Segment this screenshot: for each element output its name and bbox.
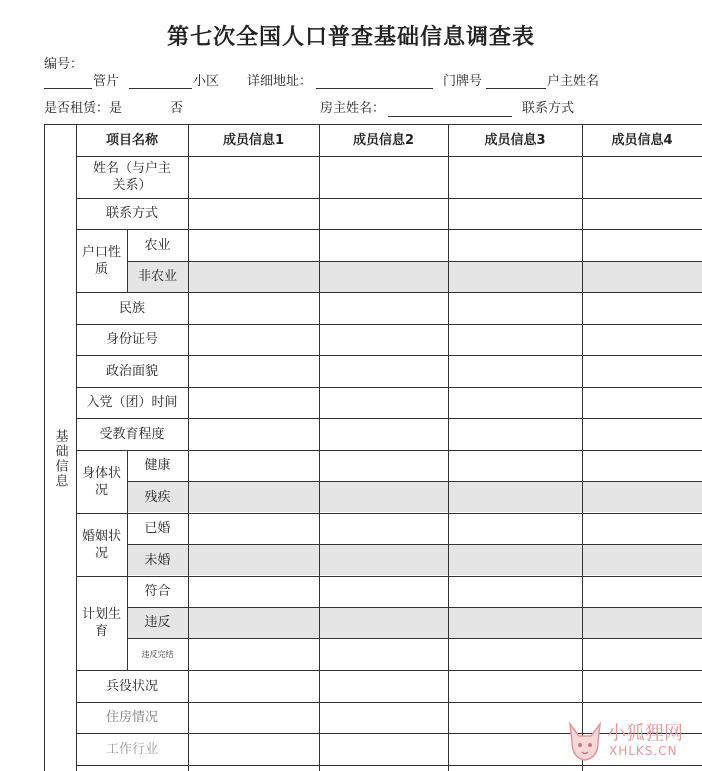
community-blank[interactable]	[129, 88, 192, 89]
row-housing: 住房情况	[105, 710, 158, 725]
door-label: 门牌号	[443, 74, 483, 89]
form-title: 第七次全国人口普查基础信息调查表	[166, 24, 535, 50]
number-label: 编号：	[44, 57, 84, 72]
head-label: 户主姓名	[547, 74, 600, 89]
door-blank[interactable]	[486, 88, 546, 89]
contact-label: 联系方式	[522, 101, 575, 116]
shade-unmarried	[127, 544, 702, 575]
row-marriage: 婚姻状况	[81, 528, 121, 561]
row-health: 身体状况	[81, 465, 121, 498]
row-plan-done: 违反完结	[141, 649, 174, 659]
row-hukou: 户口性质	[81, 244, 121, 277]
line-h	[127, 638, 702, 639]
header-member-3: 成员信息3	[484, 132, 546, 148]
address-label: 详细地址：	[247, 74, 313, 89]
address-blank[interactable]	[316, 88, 433, 89]
row-health-disabled: 残疾	[144, 489, 171, 505]
row-contact: 联系方式	[105, 206, 158, 221]
row-education: 受教育程度	[99, 426, 165, 442]
line-h	[127, 607, 702, 608]
line-h	[127, 481, 702, 482]
row-name: 姓名（与户主关系）	[92, 161, 171, 193]
watermark-en: XHLKS.CN	[609, 744, 678, 758]
landlord-label: 房主姓名：	[320, 101, 386, 116]
shade-nonagri	[127, 261, 702, 292]
row-hukou-agri: 农业	[144, 237, 171, 253]
row-plan-violation: 违反	[144, 615, 171, 630]
shade-violation	[127, 607, 702, 638]
line-v	[582, 124, 583, 771]
line-h	[127, 544, 702, 545]
line-v	[319, 124, 320, 771]
row-hukou-nonagri: 非农业	[137, 269, 177, 284]
row-military: 兵役状况	[105, 678, 158, 694]
site-watermark	[565, 718, 702, 768]
community-label: 小区	[193, 74, 220, 89]
shade-disabled	[127, 481, 702, 512]
row-health-ok: 健康	[144, 458, 171, 473]
row-ethnic: 民族	[118, 300, 145, 316]
line-v	[448, 124, 449, 771]
rent-label: 是否租赁：是	[44, 101, 123, 116]
district-label: 管片	[93, 74, 120, 89]
header-item-name: 项目名称	[105, 132, 158, 148]
district-blank[interactable]	[44, 88, 92, 89]
row-industry: 工作行业	[105, 741, 158, 757]
header-member-2: 成员信息2	[352, 132, 415, 148]
row-party-time: 入党（团）时间	[86, 395, 178, 410]
row-unmarried: 未婚	[144, 552, 171, 568]
landlord-blank[interactable]	[388, 116, 512, 117]
row-plan-ok: 符合	[144, 584, 171, 599]
header-member-1: 成员信息1	[222, 132, 285, 148]
row-planning: 计划生育	[81, 607, 121, 639]
row-married: 已婚	[144, 521, 171, 536]
fox-logo-icon	[565, 720, 605, 764]
header-member-4: 成员信息4	[611, 132, 673, 148]
watermark-cn: 小狐狸网	[607, 722, 684, 744]
line-h	[127, 261, 702, 262]
group-label: 基础信息	[52, 429, 68, 489]
line-v	[188, 124, 189, 771]
rent-no-label: 否	[170, 101, 184, 116]
row-politics: 政治面貌	[105, 363, 158, 379]
row-idcard: 身份证号	[105, 332, 158, 347]
info-table	[44, 124, 702, 771]
